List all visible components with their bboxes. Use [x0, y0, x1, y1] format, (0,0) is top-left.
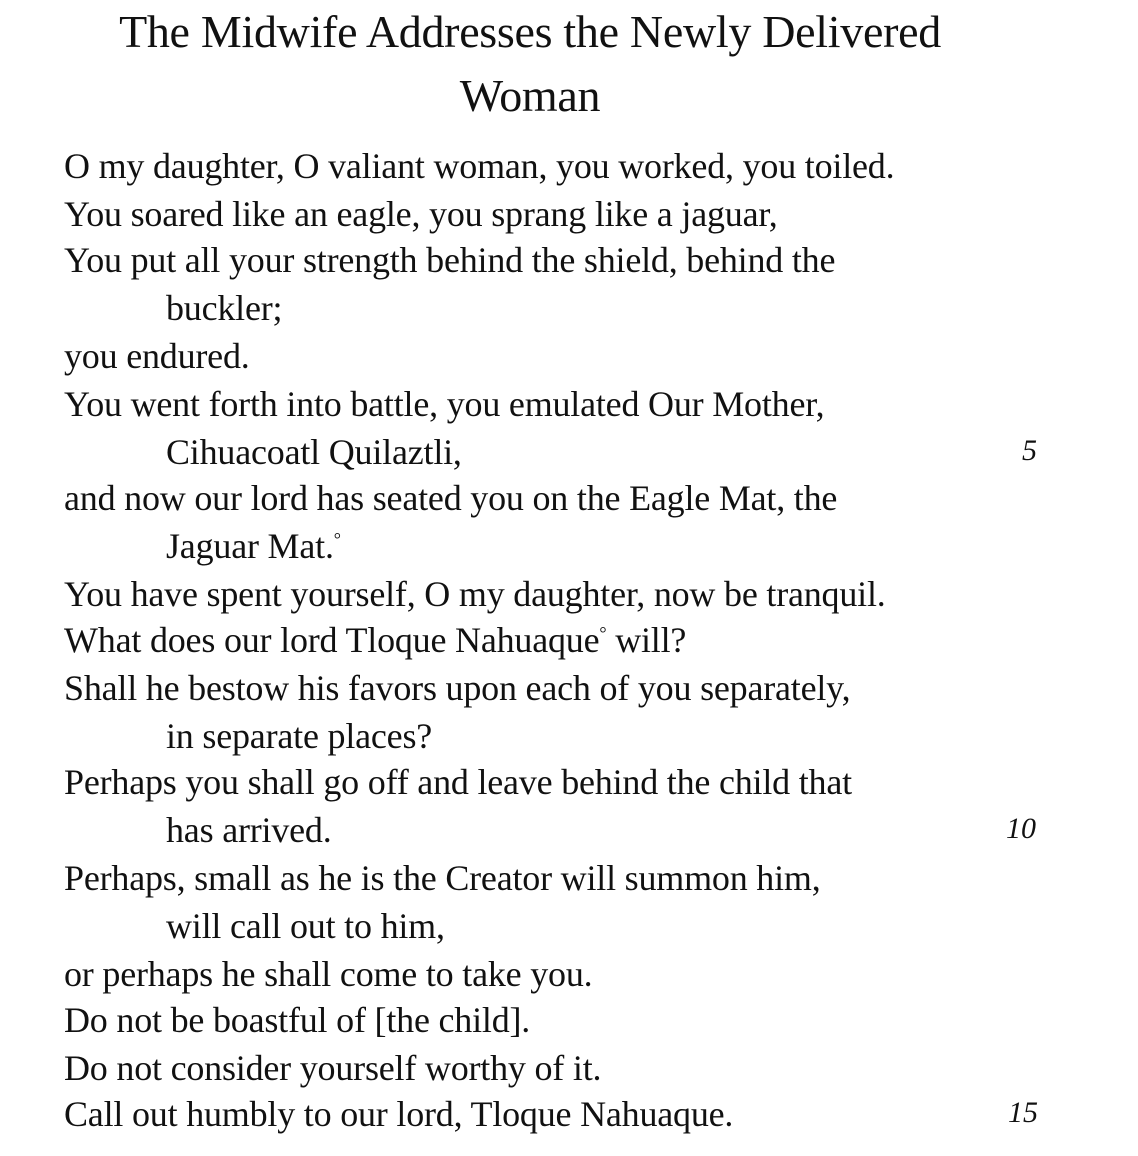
line-number-10: 10	[1006, 812, 1036, 845]
poem-text: Jaguar Mat.	[166, 526, 334, 566]
poem-title-line-2: Woman	[459, 70, 601, 121]
poem-line: You have spent yourself, O my daughter, now be tranquil.	[64, 574, 886, 614]
poem-line-continuation: buckler;	[166, 288, 283, 328]
poem-line: O my daughter, O valiant woman, you worked, you toiled.	[64, 146, 895, 186]
poem-line: Shall he bestow his favors upon each of you separately,	[64, 668, 851, 708]
poem-line: Perhaps, small as he is the Creator will summon him,	[64, 858, 821, 898]
poem-line	[64, 620, 686, 660]
poem-line: you endured.	[64, 336, 250, 376]
poem-title-line-1: The Midwife Addresses the Newly Delivered	[119, 6, 941, 57]
footnote-marker: °	[333, 529, 341, 549]
poem-line: or perhaps he shall come to take you.	[64, 954, 593, 994]
line-number-15: 15	[1008, 1096, 1038, 1129]
poem-line-continuation: in separate places?	[166, 716, 433, 756]
poem-line-continuation	[166, 526, 341, 566]
poem-line-continuation: has arrived.	[166, 810, 332, 850]
poem-line: and now our lord has seated you on the Eagle Mat, the	[64, 478, 838, 518]
footnote-marker: °	[599, 623, 607, 643]
poem-line: Perhaps you shall go off and leave behind the child that	[64, 762, 852, 802]
poem-line-continuation: will call out to him,	[166, 906, 445, 946]
poem-line: You put all your strength behind the shield, behind the	[64, 240, 836, 280]
poem-line: Call out humbly to our lord, Tloque Nahuaque.	[64, 1094, 734, 1134]
poem-line: You soared like an eagle, you sprang like a jaguar,	[64, 194, 778, 234]
poem-line-continuation: Cihuacoatl Quilaztli,	[166, 432, 462, 472]
poem-text: What does our lord Tloque Nahuaque	[64, 620, 600, 660]
poem-line: You went forth into battle, you emulated Our Mother,	[64, 384, 825, 424]
poem-line: Do not consider yourself worthy of it.	[64, 1048, 602, 1088]
line-number-5: 5	[1022, 434, 1037, 467]
poem-text: will?	[606, 620, 687, 660]
poem-line: Do not be boastful of [the child].	[64, 1000, 531, 1040]
